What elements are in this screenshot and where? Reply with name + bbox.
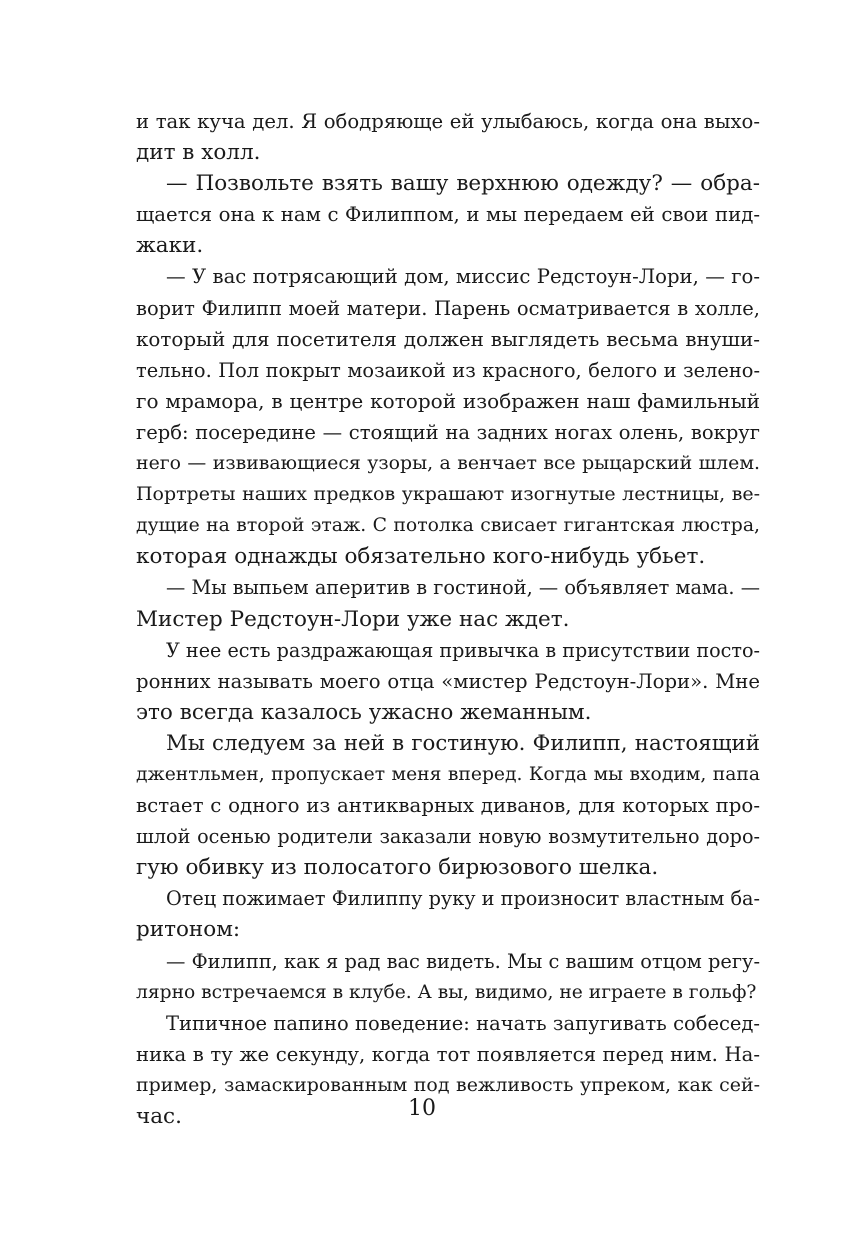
text-line: жаки.	[136, 233, 204, 259]
text-line: го мрамора, в центре которой изображен наш фамильный	[136, 388, 760, 413]
text-line: Типичное папино поведение: начать запугивать собесед-	[166, 1011, 760, 1035]
text-line: щается она к нам с Филиппом, и мы передаем ей свои пид-	[136, 203, 760, 227]
text-line: встает с одного из антикварных диванов, для которых про-	[136, 794, 760, 818]
paragraph	[136, 883, 760, 945]
text-line: ника в ту же секунду, когда тот появляется перед ним. На-	[136, 1042, 760, 1066]
text-line: ронних называть моего отца «мистер Редстоун-Лори». Мне	[136, 669, 760, 693]
text-line: ритоном:	[136, 917, 241, 943]
text-line: — Мы выпьем аперитив в гостиной, — объявляет мама. —	[166, 576, 760, 600]
text-line: Отец пожимает Филиппу руку и произносит властным ба-	[166, 887, 760, 911]
text-line: который для посетителя должен выглядеть весьма внуши-	[136, 327, 760, 351]
text-line: дит в холл.	[136, 140, 261, 166]
text-line: — Позвольте взять вашу верхнюю одежду? — обра-	[166, 171, 760, 197]
text-line: тельно. Пол покрыт мозаикой из красного, белого и зелено-	[136, 358, 760, 382]
book-page-text	[136, 106, 760, 1132]
text-line: лярно встречаемся в клубе. А вы, видимо, не играете в гольф?	[136, 981, 757, 1003]
text-line: — У вас потрясающий дом, миссис Редстоун-Лори, — го-	[166, 265, 760, 289]
text-line: шлой осенью родители заказали новую возмутительно доро-	[136, 825, 760, 849]
paragraph	[136, 261, 760, 572]
paragraph	[136, 946, 760, 1008]
paragraph	[136, 168, 760, 261]
text-line: Портреты наших предков украшают изогнутые лестницы, ве-	[136, 483, 760, 506]
page-number: 10	[408, 1096, 436, 1121]
text-line: Мы следуем за ней в гостиную. Филипп, настоящий	[166, 730, 760, 756]
text-line: которая однажды обязательно кого-нибудь убьет.	[136, 544, 706, 570]
paragraph	[136, 728, 760, 883]
text-line: это всегда казалось ужасно жеманным.	[136, 699, 592, 725]
text-line: час.	[136, 1104, 182, 1129]
text-line: джентльмен, пропускает меня вперед. Когда мы входим, папа	[136, 763, 760, 785]
text-line: Мистер Редстоун-Лори уже нас ждет.	[136, 606, 570, 632]
text-line: пример, замаскированным под вежливость упреком, как сей-	[136, 1073, 760, 1096]
text-line: ворит Филипп моей матери. Парень осматривается в холле,	[136, 296, 760, 320]
paragraph	[136, 106, 760, 168]
text-line: герб: посередине — стоящий на задних ногах олень, вокруг	[136, 420, 760, 444]
text-line: и так куча дел. Я ободряюще ей улыбаюсь, когда она выхо-	[136, 110, 760, 133]
text-line: У нее есть раздражающая привычка в присутствии посто-	[166, 638, 760, 662]
text-line: него — извивающиеся узоры, а венчает все рыцарский шлем.	[136, 452, 760, 475]
paragraph	[136, 572, 760, 634]
text-line: гую обивку из полосатого бирюзового шелка.	[136, 855, 659, 881]
paragraph	[136, 635, 760, 728]
text-line: — Филипп, как я рад вас видеть. Мы с вашим отцом регу-	[166, 949, 760, 973]
text-line: дущие на второй этаж. С потолка свисает гигантская люстра,	[136, 515, 760, 537]
